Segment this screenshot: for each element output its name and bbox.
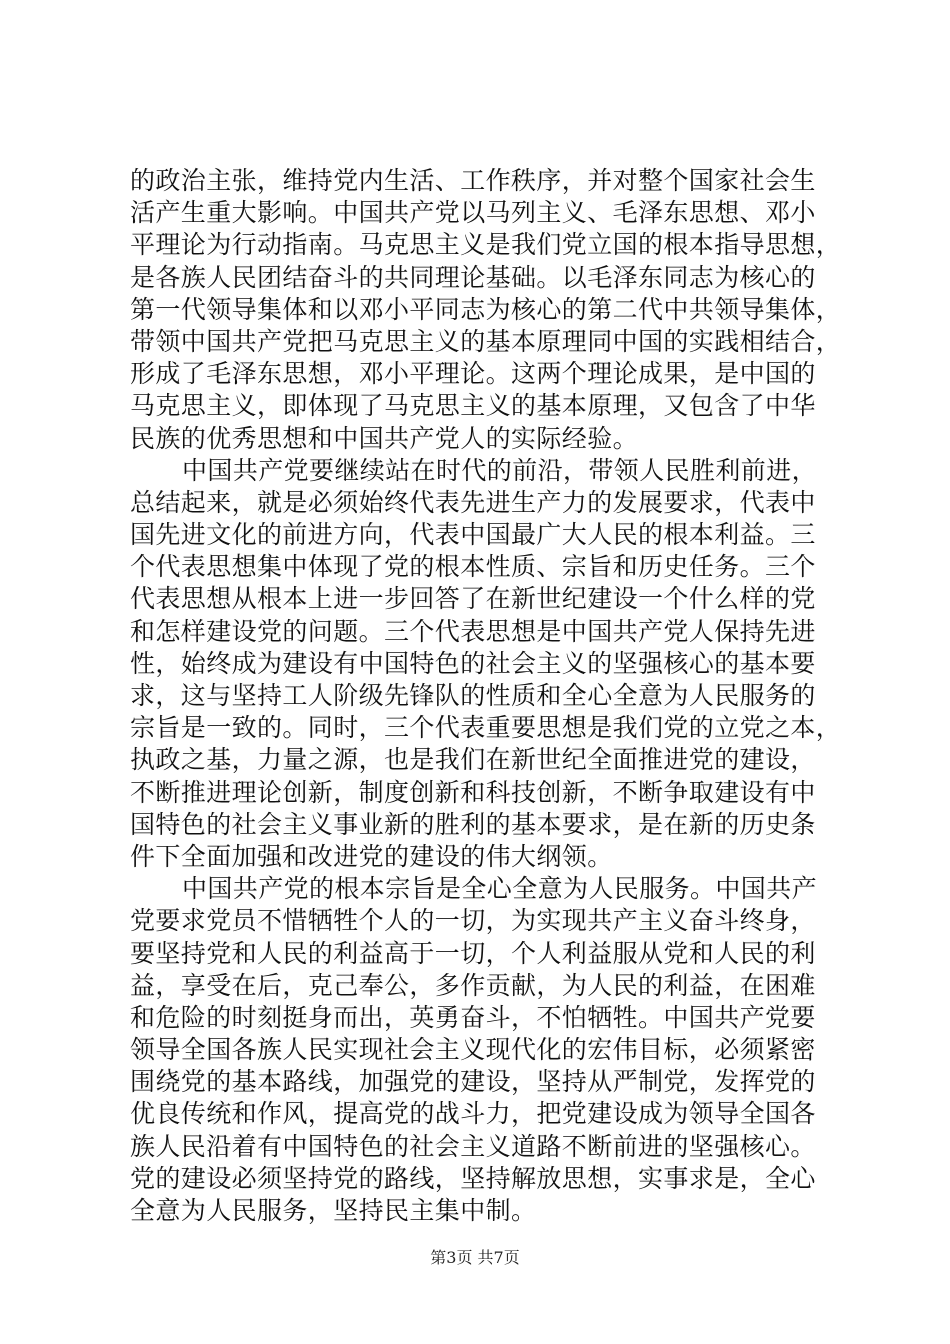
- text-line: 总结起来，就是必须始终代表先进生产力的发展要求，代表中: [130, 487, 816, 517]
- text-line: 个代表思想集中体现了党的根本性质、宗旨和历史任务。三个: [130, 552, 816, 582]
- text-line: 执政之基，力量之源，也是我们在新世纪全面推进党的建设，: [130, 745, 816, 775]
- text-line: 民族的优秀思想和中国共产党人的实际经验。: [130, 423, 639, 453]
- text-line: 中国共产党的根本宗旨是全心全意为人民服务。中国共产: [182, 874, 818, 904]
- text-line: 代表思想从根本上进一步回答了在新世纪建设一个什么样的党: [130, 584, 816, 614]
- text-line: 国特色的社会主义事业新的胜利的基本要求，是在新的历史条: [130, 809, 816, 839]
- text-line: 族人民沿着有中国特色的社会主义道路不断前进的坚强核心。: [130, 1131, 816, 1161]
- text-line: 和怎样建设党的问题。三个代表思想是中国共产党人保持先进: [130, 616, 816, 646]
- text-line: 中国共产党要继续站在时代的前沿，带领人民胜利前进，: [182, 455, 818, 485]
- text-line: 带领中国共产党把马克思主义的基本原理同中国的实践相结合，: [130, 326, 842, 356]
- text-line: 领导全国各族人民实现社会主义现代化的宏伟目标，必须紧密: [130, 1035, 816, 1065]
- text-line: 形成了毛泽东思想，邓小平理论。这两个理论成果，是中国的: [130, 359, 816, 389]
- text-line: 党的建设必须坚持党的路线，坚持解放思想，实事求是，全心: [130, 1163, 816, 1193]
- text-line: 国先进文化的前进方向，代表中国最广大人民的根本利益。三: [130, 520, 816, 550]
- text-line: 第一代领导集体和以邓小平同志为核心的第二代中共领导集体，: [130, 294, 842, 324]
- text-line: 优良传统和作风，提高党的战斗力，把党建设成为领导全国各: [130, 1099, 816, 1129]
- text-line: 求，这与坚持工人阶级先锋队的性质和全心全意为人民服务的: [130, 681, 816, 710]
- text-line: 件下全面加强和改进党的建设的伟大纲领。: [130, 841, 613, 871]
- text-line: 马克思主义，即体现了马克思主义的基本原理，又包含了中华: [130, 391, 816, 421]
- text-line: 是各族人民团结奋斗的共同理论基础。以毛泽东同志为核心的: [130, 262, 816, 292]
- text-line: 党要求党员不惜牺牲个人的一切，为实现共产主义奋斗终身，: [130, 906, 816, 936]
- text-line: 益，享受在后，克己奉公，多作贡献，为人民的利益，在困难: [130, 970, 816, 1000]
- document-body: [130, 165, 842, 1227]
- text-line: 宗旨是一致的。同时，三个代表重要思想是我们党的立党之本，: [130, 713, 842, 743]
- text-line: 活产生重大影响。中国共产党以马列主义、毛泽东思想、邓小: [130, 198, 816, 228]
- page-number-footer: 第3页 共7页: [430, 1248, 520, 1267]
- text-line: 全意为人民服务，坚持民主集中制。: [130, 1196, 537, 1225]
- text-line: 的政治主张，维持党内生活、工作秩序，并对整个国家社会生: [130, 166, 816, 195]
- text-line: 性，始终成为建设有中国特色的社会主义的坚强核心的基本要: [130, 648, 816, 678]
- text-line: 和危险的时刻挺身而出，英勇奋斗，不怕牺牲。中国共产党要: [130, 1002, 816, 1032]
- text-line: 不断推进理论创新，制度创新和科技创新，不断争取建设有中: [130, 777, 816, 807]
- text-line: 围绕党的基本路线，加强党的建设，坚持从严制党，发挥党的: [130, 1067, 816, 1097]
- text-line: 要坚持党和人民的利益高于一切，个人利益服从党和人民的利: [130, 938, 816, 968]
- text-line: 平理论为行动指南。马克思主义是我们党立国的根本指导思想，: [130, 230, 842, 260]
